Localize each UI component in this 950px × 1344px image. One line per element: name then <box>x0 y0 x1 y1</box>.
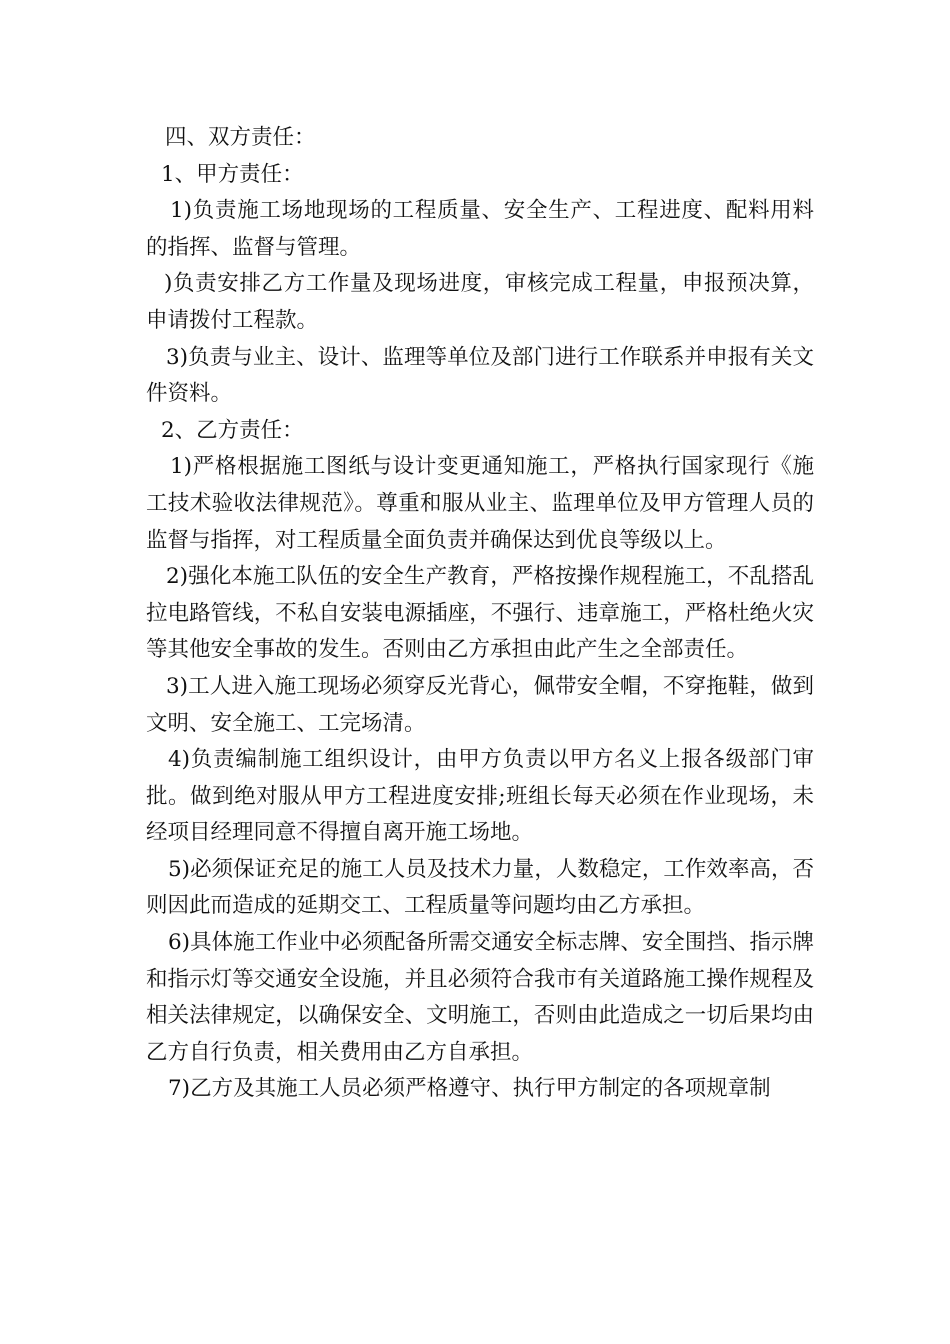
document-body <box>146 120 814 1108</box>
party-b-heading: 2、乙方责任： <box>161 417 304 443</box>
party-b-item-3: 3)工人进入施工现场必须穿反光背心，佩带安全帽，不穿拖鞋，做到文明、安全施工、工完场清。 <box>146 673 814 736</box>
section-title: 四、双方责任： <box>165 125 316 150</box>
party-b-item-1: 1)严格根据施工图纸与设计变更通知施工，严格执行国家现行《施工技术验收法律规范》。尊重和服从业主、监理单位及甲方管理人员的监督与指挥，对工程质量全面负责并确保达到优良等级以上。 <box>146 454 814 553</box>
party-a-heading: 1、甲方责任： <box>161 161 304 187</box>
party-b-item-6: 6)具体施工作业中必须配备所需交通安全标志牌、安全围挡、指示牌和指示灯等交通安全设施，并且必须符合我市有关道路施工操作规程及相关法律规定，以确保安全、文明施工，否则由此造成之一切后果均由乙方自行负责，相关费用由乙方自承担。 <box>146 930 814 1065</box>
party-b-item-7: 7)乙方及其施工人员必须严格遵守、执行甲方制定的各项规章制 <box>168 1076 771 1102</box>
party-b-item-4: 4)负责编制施工组织设计，由甲方负责以甲方名义上报各级部门审批。做到绝对服从甲方工程进度安排;班组长每天必须在作业现场，未经项目经理同意不得擅自离开施工场地。 <box>146 747 814 846</box>
party-a-item-3: 3)负责与业主、设计、监理等单位及部门进行工作联系并申报有关文件资料。 <box>146 344 814 407</box>
party-b-item-5: 5)必须保证充足的施工人员及技术力量，人数稳定，工作效率高，否则因此而造成的延期交工、工程质量等问题均由乙方承担。 <box>146 856 814 919</box>
party-b-item-2: 2)强化本施工队伍的安全生产教育，严格按操作规程施工，不乱搭乱拉电路管线，不私自安装电源插座，不强行、违章施工，严格杜绝火灾等其他安全事故的发生。否则由乙方承担由此产生之全部责任。 <box>146 564 814 663</box>
party-a-item-2: )负责安排乙方工作量及现场进度，审核完成工程量，申报预决算，申请拨付工程款。 <box>146 271 814 333</box>
party-a-item-1: 1)负责施工场地现场的工程质量、安全生产、工程进度、配料用料的指挥、监督与管理。 <box>146 198 814 260</box>
